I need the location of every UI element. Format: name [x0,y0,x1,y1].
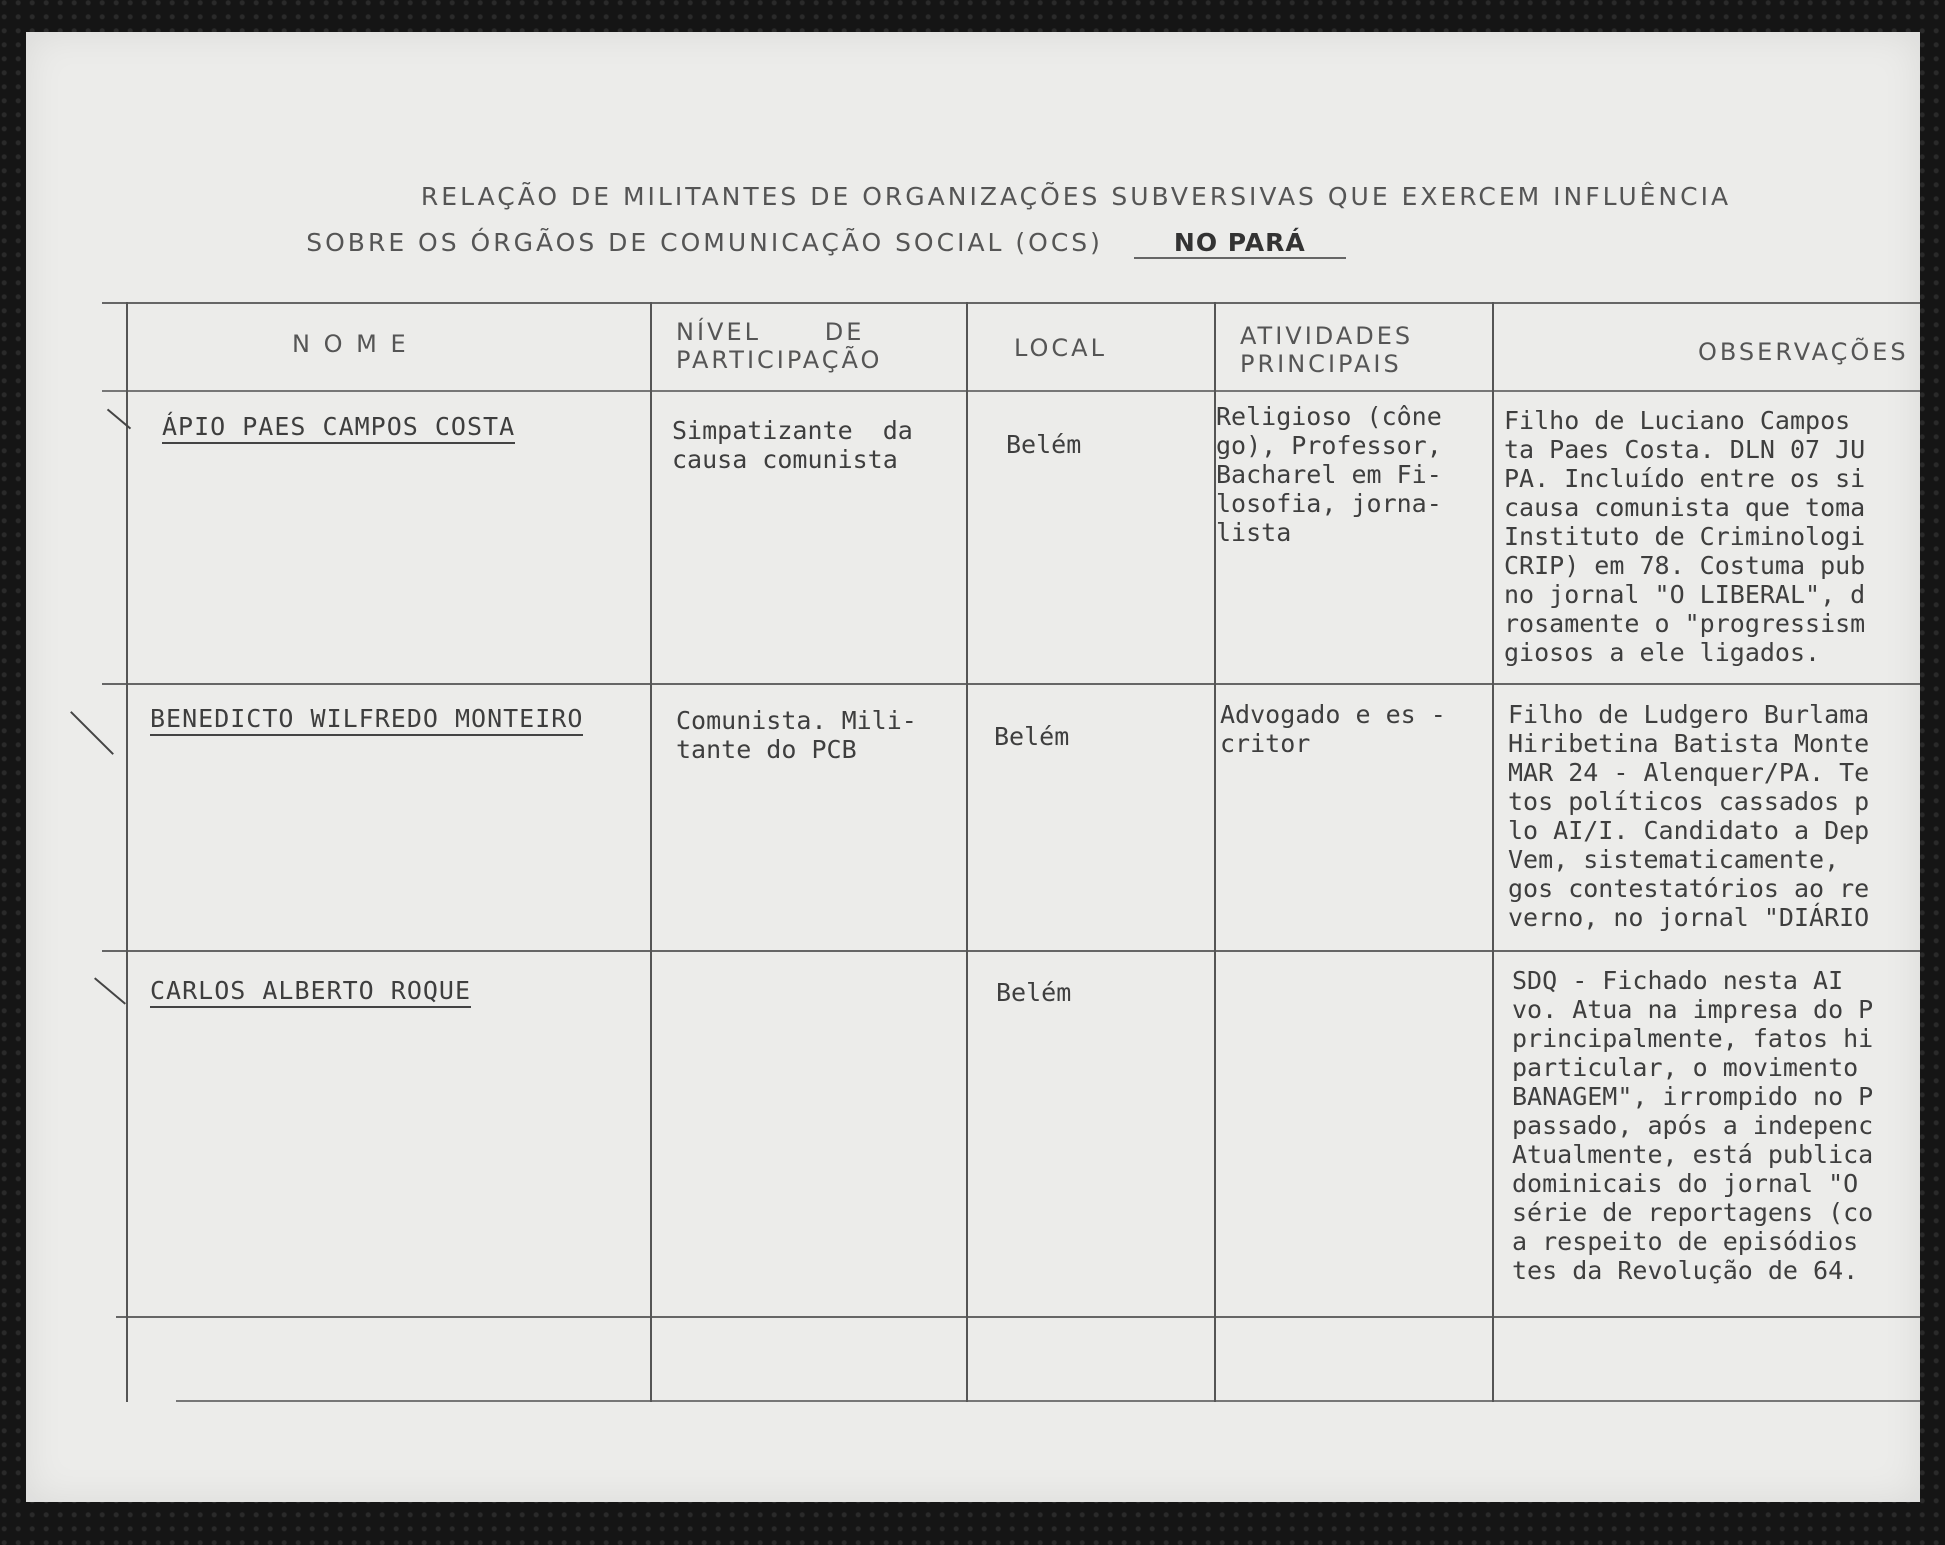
row2-nivel: Comunista. Mili- tante do PCB [676,706,917,764]
header-atividades-line1: ATIVIDADES [1240,322,1414,350]
row2-observacoes: Filho de Ludgero Burlama Hiribetina Batista Monte MAR 24 - Alenquer/PA. Te tos políticos cassados p lo AI/I. Candidato a Dep Vem, sistematicamente, gos contestatórios ao re verno, no jornal "DIÁRIO [1508,700,1870,932]
row1-bottom-border [102,683,1920,685]
header-local: LOCAL [1014,334,1107,362]
document-page [26,32,1920,1502]
col-divider-nivel [966,302,968,1402]
document-title-line2 [226,228,1426,259]
row1-local: Belém [1006,430,1082,459]
header-bottom-border [102,390,1920,392]
row1-observacoes: Filho de Luciano Campos ta Paes Costa. DLN 07 JU PA. Incluído entre os si causa comunista que toma Instituto de Criminologi CRIP) em 78. Costuma pub no jornal "O LIBERAL", d rosamente o "progressism giosos a ele ligados. [1504,406,1866,667]
row3-observacoes: SDQ - Fichado nesta AI vo. Atua na impresa do P principalmente, fatos hi particular, o movimento BANAGEM", irrompido no P passado, após a indepenc Atualmente, está publica dominicais do jornal "O série de reportagens (co a respeito de episódios tes da Revolução de 64. [1512,966,1874,1285]
row3-local: Belém [996,978,1072,1007]
header-nivel-line1: NÍVEL DE [676,318,865,346]
table-top-border [102,302,1920,304]
check-mark [70,711,114,755]
row1-nome: ÁPIO PAES CAMPOS COSTA [162,412,515,444]
row1-nivel: Simpatizante da causa comunista [672,416,913,474]
document-title-line2-text: SOBRE OS ÓRGÃOS DE COMUNICAÇÃO SOCIAL (OCS) [306,228,1103,257]
header-observacoes: OBSERVAÇÕES [1698,338,1909,366]
header-nome: N O M E [292,330,409,358]
row2-nome: BENEDICTO WILFREDO MONTEIRO [150,704,583,736]
table-left-border [126,302,128,1402]
row3-nome: CARLOS ALBERTO ROQUE [150,976,471,1008]
table-bottom-border [176,1400,1920,1402]
row3-bottom-border [116,1316,1920,1318]
document-title-line1: RELAÇÃO DE MILITANTES DE ORGANIZAÇÕES SUBVERSIVAS QUE EXERCEM INFLUÊNCIA [420,182,1732,211]
col-divider-atividades [1492,302,1494,1402]
row2-local: Belém [994,722,1070,751]
region-label: NO PARÁ [1134,228,1346,259]
header-atividades-line2: PRINCIPAIS [1240,350,1402,378]
row2-atividades: Advogado e es - critor [1220,700,1446,758]
col-divider-nome [650,302,652,1402]
row2-bottom-border [102,950,1920,952]
row1-atividades: Religioso (cône go), Professor, Bacharel em Fi- losofia, jorna- lista [1216,402,1442,547]
check-mark [94,977,126,1004]
header-nivel-line2: PARTICIPAÇÃO [676,346,883,374]
